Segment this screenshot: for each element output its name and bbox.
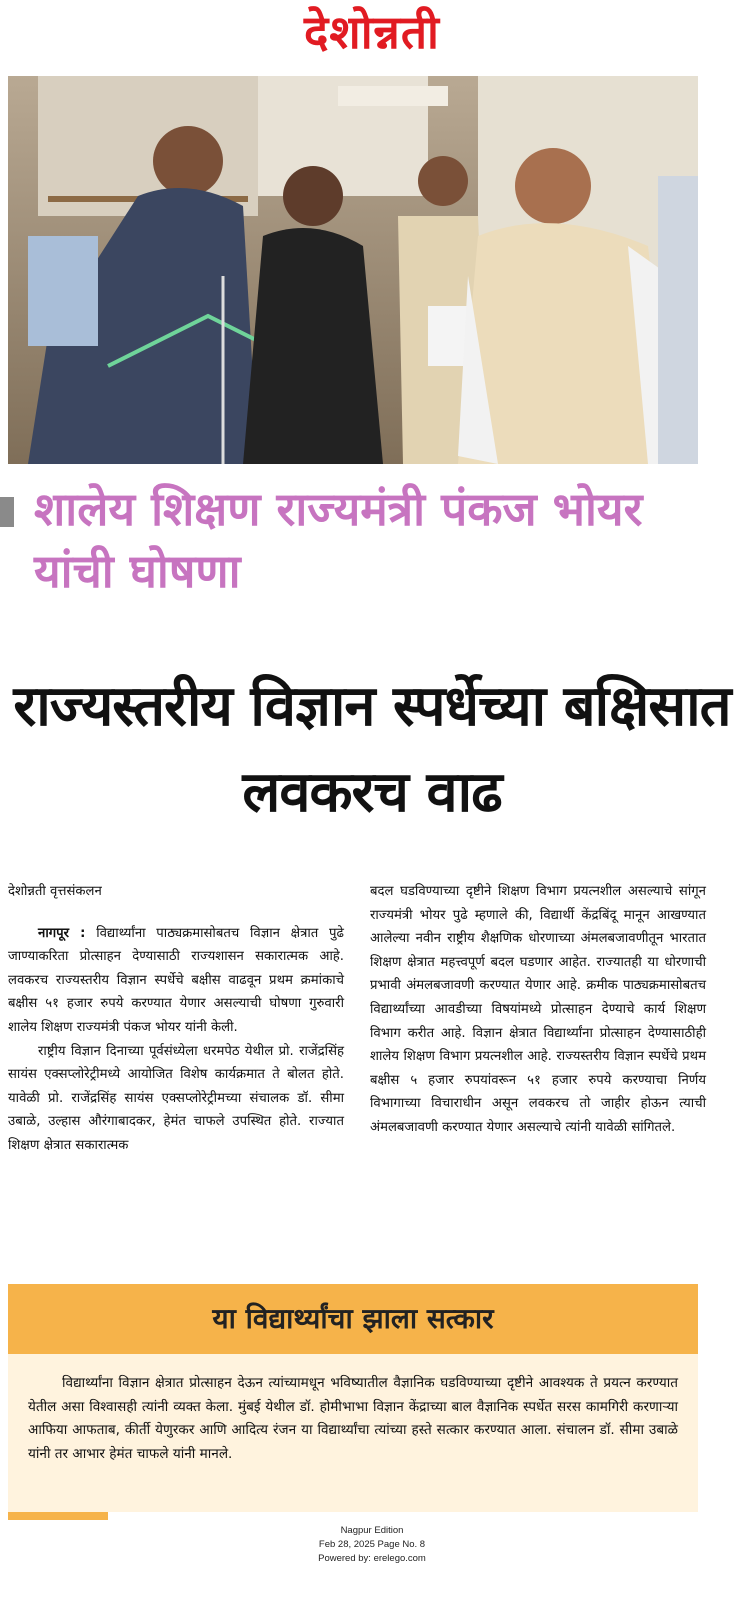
kicker-headline: शालेय शिक्षण राज्यमंत्री पंकज भोयर यांची घोषणा <box>34 482 643 598</box>
main-headline: राज्यस्तरीय विज्ञान स्पर्धेच्या बक्षिसात लवकरच वाढ <box>13 674 731 825</box>
photo-icon <box>8 76 698 464</box>
edition-label: Nagpur Edition <box>340 1525 404 1536</box>
page-footer <box>0 1524 744 1566</box>
sidebar-box-header <box>8 1284 698 1354</box>
sidebar-box-accent <box>8 1512 108 1520</box>
article-paragraph <box>8 922 344 1040</box>
article-column-right <box>370 880 706 1140</box>
powered-by-link[interactable]: Powered by: erelego.com <box>318 1553 426 1564</box>
news-photo <box>8 76 698 464</box>
article-paragraph: राष्ट्रीय विज्ञान दिनाच्या पूर्वसंध्येला धरमपेठ येथील प्रो. राजेंद्रसिंह सायंस एक्सप्लोरेट्रीमध्ये आयोजित विशेष कार्यक्रमात ते बोलत होते. यावेळी प्रो. राजेंद्रसिंह सायंस एक्सप्लोरेट्रीमच्या संचालक डॉ. सीमा उबाळे, उल्हास औरंगाबादकर, हेमंत चाफले उपस्थित होते. राज्यात शिक्षण क्षेत्रात सकारात्मक <box>8 1043 344 1153</box>
byline: देशोन्नती वृत्तसंकलन <box>8 884 102 899</box>
section-marker <box>0 497 14 527</box>
sidebar-box-text: विद्यार्थ्यांना विज्ञान क्षेत्रात प्रोत्साहन देऊन त्यांच्यामधून भविष्यातील वैज्ञानिक घडविण्याच्या दृष्टीने आवश्यक ते प्रयत्न करण्यात येतील असा विश्वासही त्यांनी व्यक्त केला. मुंबई येथील डॉ. होमीभाभा विज्ञान केंद्राच्या बाल वैज्ञानिक स्पर्धेत सरस कामगिरी करणाऱ्या आफिया आफताब, कीर्ती येणुरकर आणि आदित्य रंजन या विद्यार्थ्यांचा त्यांच्या हस्ते सत्कार करण्यात आला. संचालन डॉ. सीमा उबाळे यांनी तर आभार हेमंत चाफले यांनी मानले. <box>28 1375 678 1462</box>
article-column-left <box>8 880 344 1158</box>
date-page-label: Feb 28, 2025 Page No. 8 <box>318 1539 426 1550</box>
sidebar-box-title: या विद्यार्थ्यांचा झाला सत्कार <box>212 1302 494 1335</box>
dateline-place: नागपूर : <box>38 925 86 941</box>
article-paragraph: बदल घडविण्याच्या दृष्टीने शिक्षण विभाग प्रयत्नशील असल्याचे सांगून राज्यमंत्री भोयर पुढे म्हणाले की, विद्यार्थी केंद्रबिंदू मानून आखण्यात आलेल्या नवीन राष्ट्रीय शैक्षणिक धोरणाच्या अंमलबजावणीतून भारतात शिक्षण क्षेत्रात महत्त्वपूर्ण बदल घडणार आहेत. राज्यातही या धोरणाची प्रभावी अंमलबजावणी करण्यात येणार आहे. क्रमीक पाठ्यक्रमासोबतच विद्यार्थ्यांच्या आवडीच्या विषयांमध्ये प्रोत्साहन देण्याचे कार्य शिक्षण विभाग करीत आहे. विज्ञान क्षेत्रात विद्यार्थ्यांना प्रोत्साहन देण्यासाठीही शालेय शिक्षण विभाग प्रयत्नशील आहे. राज्यस्तरीय विज्ञान स्पर्धेचे प्रथम बक्षीस ५ हजार रुपयांवरून ५१ हजार रुपये करण्याचा निर्णय विभागाच्या विचाराधीन असून लवकरच तो जाहीर होऊन त्याची अंमलबजावणी करण्यात येणार असल्याचे त्यांनी यावेळी सांगितले. <box>370 884 706 1135</box>
article-paragraph-text: विद्यार्थ्यांना पाठ्यक्रमासोबतच विज्ञान क्षेत्रात पुढे जाण्याकरिता प्रोत्साहन देण्यासाठी राज्यशासन सकारात्मक आहे. लवकरच राज्यस्तरीय विज्ञान स्पर्धेचे बक्षीस वाढवून प्रथम क्रमांकाचे बक्षीस ५१ हजार रुपये करण्यात येणार असल्याची घोषणा गुरुवारी शालेय शिक्षण राज्यमंत्री पंकज भोयर यांनी केली. <box>8 925 344 1035</box>
sidebar-box-body <box>8 1354 698 1512</box>
masthead-logo: देशोन्नती <box>304 5 440 59</box>
